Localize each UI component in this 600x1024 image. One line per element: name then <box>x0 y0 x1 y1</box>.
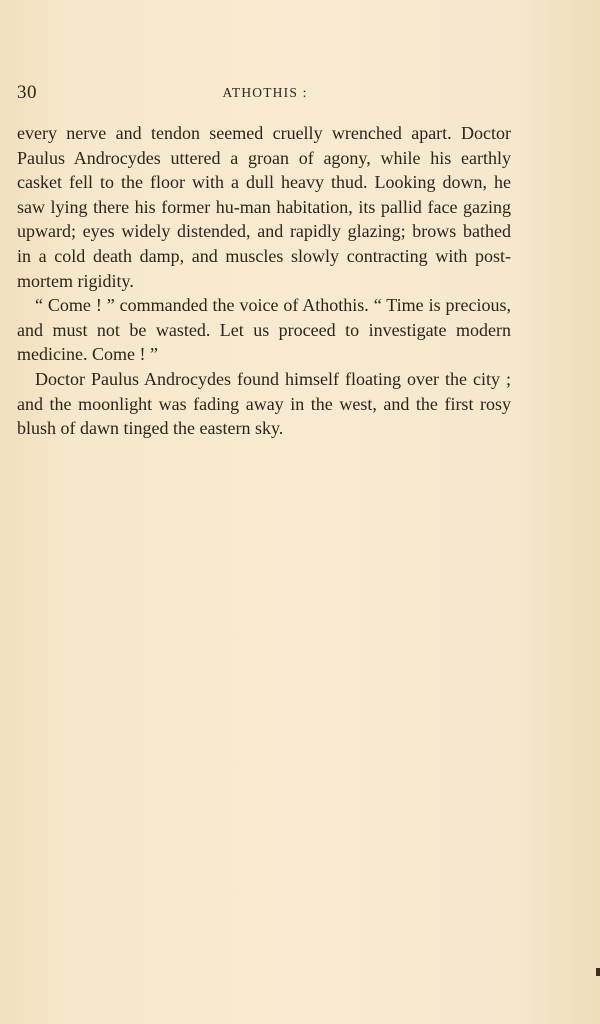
running-head: ATHOTHIS : <box>222 85 308 100</box>
page-number: 30 <box>17 82 37 103</box>
paragraph-3: Doctor Paulus Androcydes found himself floating over the city ; and the moonlight was fading away in the west, and the first rosy blush of dawn tinged the eastern sky. <box>17 368 511 439</box>
body-text <box>17 121 511 441</box>
page-edge-mark <box>596 968 600 976</box>
paragraph-2: “ Come ! ” commanded the voice of Athothis. “ Time is precious, and must not be wasted. Let us proceed to investigate modern medicine. Come ! ” <box>17 295 511 365</box>
paragraph-1: every nerve and tendon seemed cruelly wrenched apart. Doctor Paulus Androcydes uttered a groan of agony, while his earthly casket fell to the floor with a dull heavy thud. Looking down, he saw lying there his former hu-man habitation, its pallid face gazing upward; eyes widely distended, and rapidly glazing; brows bathed in a cold death damp, and muscles slowly contracting with post-mortem rigidity. <box>17 123 511 291</box>
